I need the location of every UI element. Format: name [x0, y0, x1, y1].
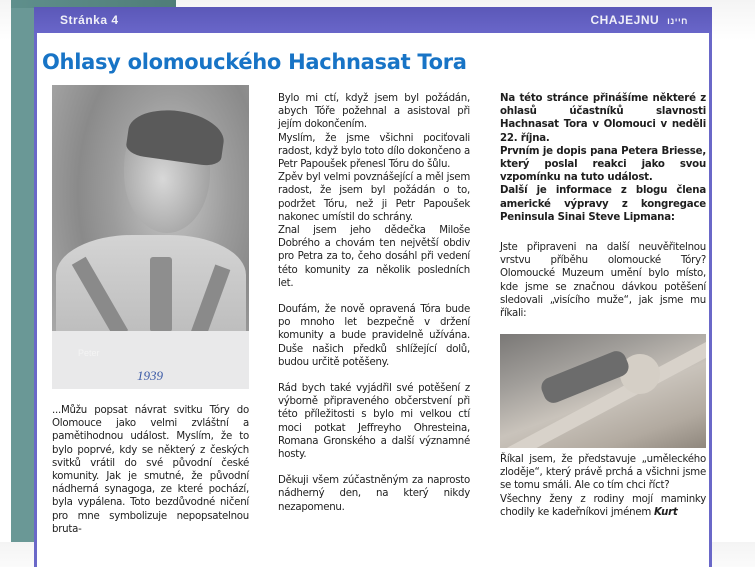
photo-caption: Peter [78, 348, 100, 358]
column-3-blog-text [500, 241, 706, 320]
masthead-latin: CHAJEJNU [590, 13, 660, 27]
paragraph: Rád bych také vyjádřil své potěšení z výborně připraveného občerstvení při této příležitosti s bylo mi velkou ctí moci potkat Jeffreyho Ohresteina, Romana Gronského a další významné hosty. [278, 383, 470, 461]
intro-paragraph: Prvním je dopis pana Petera Briesse, který poslal reakci jako svou vzpomínku na tuto událost. [500, 145, 706, 184]
paragraph: Bylo mi ctí, když jsem byl požádán, abych Tóře požehnal a asistoval při jejím dokončením. [278, 93, 470, 131]
column-3-intro [500, 92, 706, 224]
teal-side-band [11, 0, 35, 542]
paragraph: Znal jsem jeho dědečka Miloše Dobrého a chovám ten největší obdiv pro Petra za to, čeho dosáhl při vedení této komunity za několik posledních let. [278, 225, 470, 289]
intro-paragraph: Další je informace z blogu člena americké výpravy z kongregace Peninsula Sinai Steve Lipmana: [500, 185, 706, 223]
portrait-photo [52, 85, 249, 389]
column-3-after-image [500, 453, 706, 519]
photo-year: 1939 [137, 368, 163, 383]
paragraph: Myslím, že jsme všichni pociťovali radost, když bylo toto dílo dokončeno a Petr Papoušek přenesl Tóru do šůlu. [278, 132, 470, 171]
masthead-hebrew: חיינו [667, 16, 688, 26]
article-title: Ohlasy olomouckého Hachnasat Tora [42, 50, 467, 74]
bold-name: Kurt [654, 506, 678, 518]
museum-sculpture-photo [500, 334, 706, 448]
page-header-bar [34, 7, 712, 33]
paragraph: Doufám, že nově opravená Tóra bude po mnoho let bezpečně v držení komunity a bude pravidelně užívána. Duše našich předků shlížející dolů, budou určitě potěšeny. [278, 304, 470, 368]
photo-tie [150, 257, 172, 332]
paragraph [500, 493, 706, 519]
paragraph: Jste připraveni na další neuvěřitelnou vrstvu příběhu olomoucké Tóry? Olomoucké Muzeum umění bylo místo, kde jsme se značnou dávkou potěšení sledovali „visícího muže“, jak jsme mu říkali: [500, 242, 706, 320]
paragraph: ...Můžu popsat návrat svitku Tóry do Olomouce jako velmi zvláštní a pamětihodnou událost. Myslím, že to bylo poprvé, kdy se některý z českých svitků vrátil do své původní české komunity. Jak je smutné, že původní nádherná synagoga, ze které pochází, byla vypálena. Toto bezdůvodné ničení pro mne symbolizuje nepopsatelnou bruta- [52, 405, 249, 535]
photo-cornice [500, 334, 706, 448]
paragraph-text: Všechny ženy z rodiny mojí maminky chodily ke kadeřníkovi jménem [500, 493, 706, 518]
paragraph: Děkuji všem zúčastněným za naprosto nádherný den, na který nikdy nezapomenu. [278, 475, 470, 513]
paragraph: Říkal jsem, že představuje „uměleckého zloděje“, který právě prchá a všichni jsme se tomu smáli. Ale co tím chci říct? [500, 454, 706, 492]
masthead [590, 13, 688, 27]
page-number: Stránka 4 [60, 13, 119, 27]
column-2-text [278, 92, 470, 514]
intro-paragraph: Na této stránce přinášíme některé z ohlasů účastníků slavnosti Hachnasat Tora v Olomouci v neděli 22. října. [500, 93, 706, 144]
column-1-text [52, 404, 249, 536]
paragraph: Zpěv byl velmi povznášející a měl jsem radost, že jsem byl požádán o to, podržet Tóru, než ji Petr Papoušek nakonec umístil do schrány. [278, 172, 470, 223]
